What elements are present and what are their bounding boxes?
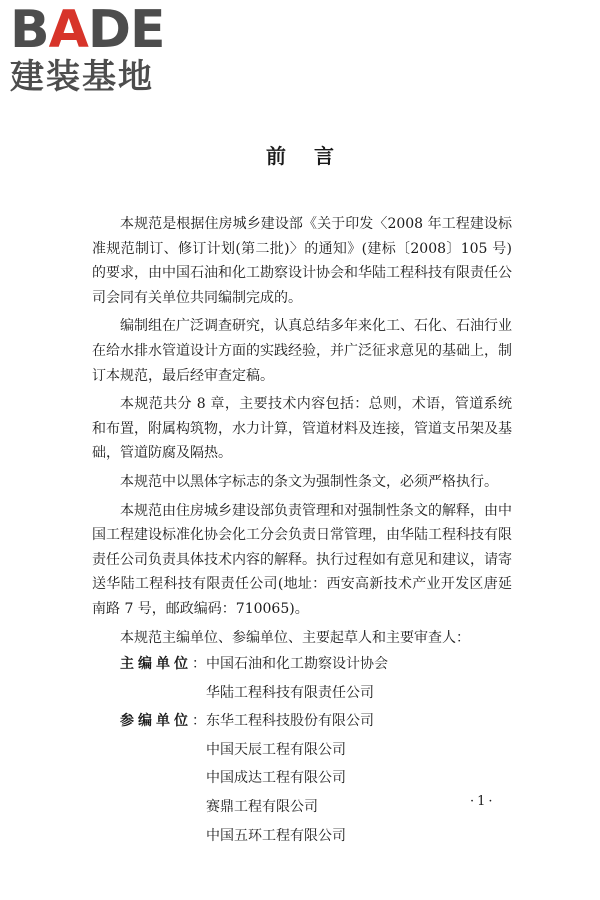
logo-subtitle: 建装基地	[10, 57, 154, 97]
paragraph-basis: 本规范是根据住房城乡建设部《关于印发〈2008 年工程建设标准规范制订、修订计划(第二批)〉的通知》(建标〔2008〕105 号)的要求，由中国石油和化工勘察设计协会和华陆工程科技有限责任公司会同有关单位共同编制完成的。	[92, 216, 512, 306]
logo-accent-letter: A	[48, 0, 88, 60]
participating-units-label: 参编单位：	[120, 713, 206, 730]
page-number: ·1·	[470, 794, 496, 809]
paragraph-contents: 本规范共分 8 章，主要技术内容包括：总则，术语，管道系统和布置，附属构筑物，水力计算，管道材料及连接，管道支吊架及基础，管道防腐及隔热。	[92, 396, 512, 462]
logo-wordmark: BADE	[10, 0, 165, 60]
paragraph-units-intro: 本规范主编单位、参编单位、主要起草人和主要审查人：	[120, 629, 470, 646]
participating-unit-item: 东华工程科技股份有限公司	[206, 713, 374, 730]
page-title: 前言	[266, 144, 362, 168]
paragraph-research: 编制组在广泛调查研究，认真总结多年来化工、石化、石油行业在给水排水管道设计方面的实践经验，并广泛征求意见的基础上，制订本规范，最后经审查定稿。	[92, 318, 512, 384]
participating-units-list	[206, 709, 374, 848]
paragraph-management: 本规范由住房城乡建设部负责管理和对强制性条文的解释，由中国工程建设标准化协会化工分会负责日常管理，由华陆工程科技有限责任公司负责具体技术内容的解释。执行过程如有意见和建议，请寄送华陆工程科技有限责任公司(地址：西安高新技术产业开发区唐延南路 7 号，邮政编码：710065)。	[92, 502, 512, 617]
preface-body	[92, 212, 512, 848]
participating-unit-item: 赛鼎工程有限公司	[206, 799, 318, 816]
participating-unit-item: 中国成达工程有限公司	[206, 770, 346, 787]
chief-units-list	[206, 652, 388, 705]
paragraph-mandatory: 本规范中以黑体字标志的条文为强制性条文，必须严格执行。	[120, 473, 498, 490]
chief-units-label: 主编单位：	[120, 656, 206, 673]
participating-unit-item: 中国五环工程有限公司	[206, 827, 346, 844]
participating-units-row	[92, 709, 512, 848]
chief-units-row	[92, 652, 512, 705]
chief-unit-item: 中国石油和化工勘察设计协会	[206, 656, 388, 673]
participating-unit-item: 中国天辰工程有限公司	[206, 741, 346, 758]
chief-unit-item: 华陆工程科技有限责任公司	[206, 684, 374, 701]
bade-logo	[10, 0, 180, 97]
